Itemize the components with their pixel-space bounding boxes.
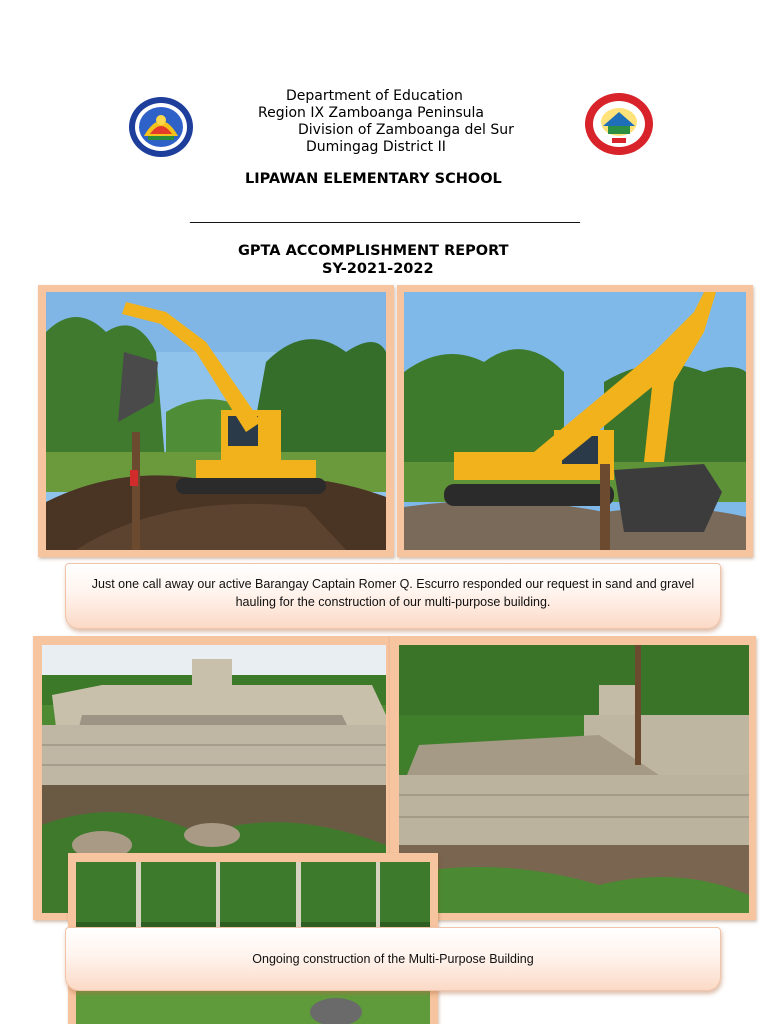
excavator-photo-right bbox=[404, 292, 746, 550]
lipawan-school-seal-icon bbox=[584, 92, 654, 156]
report-title: GPTA ACCOMPLISHMENT REPORT bbox=[238, 243, 509, 259]
header-region: Region IX Zamboanga Peninsula bbox=[258, 105, 485, 121]
header-division: Division of Zamboanga del Sur bbox=[298, 122, 514, 138]
caption-text: Ongoing construction of the Multi-Purpose Building bbox=[252, 952, 534, 966]
deped-division-seal-icon bbox=[128, 96, 194, 158]
header-district: Dumingag District II bbox=[306, 139, 446, 155]
caption-ongoing-construction bbox=[65, 927, 721, 991]
header-department: Department of Education bbox=[286, 88, 463, 104]
excavator-photo-left bbox=[46, 292, 386, 550]
caption-sand-gravel-hauling bbox=[65, 563, 721, 629]
school-name: LIPAWAN ELEMENTARY SCHOOL bbox=[245, 171, 502, 187]
header-divider: ____________________________________________________________ bbox=[190, 209, 580, 224]
wall-foundation-photo-right bbox=[399, 645, 749, 913]
caption-text: Just one call away our active Barangay Captain Romer Q. Escurro responded our request in sand and gravel hauling for the construction of our multi-purpose building. bbox=[91, 577, 695, 609]
school-year: SY-2021-2022 bbox=[322, 261, 434, 277]
